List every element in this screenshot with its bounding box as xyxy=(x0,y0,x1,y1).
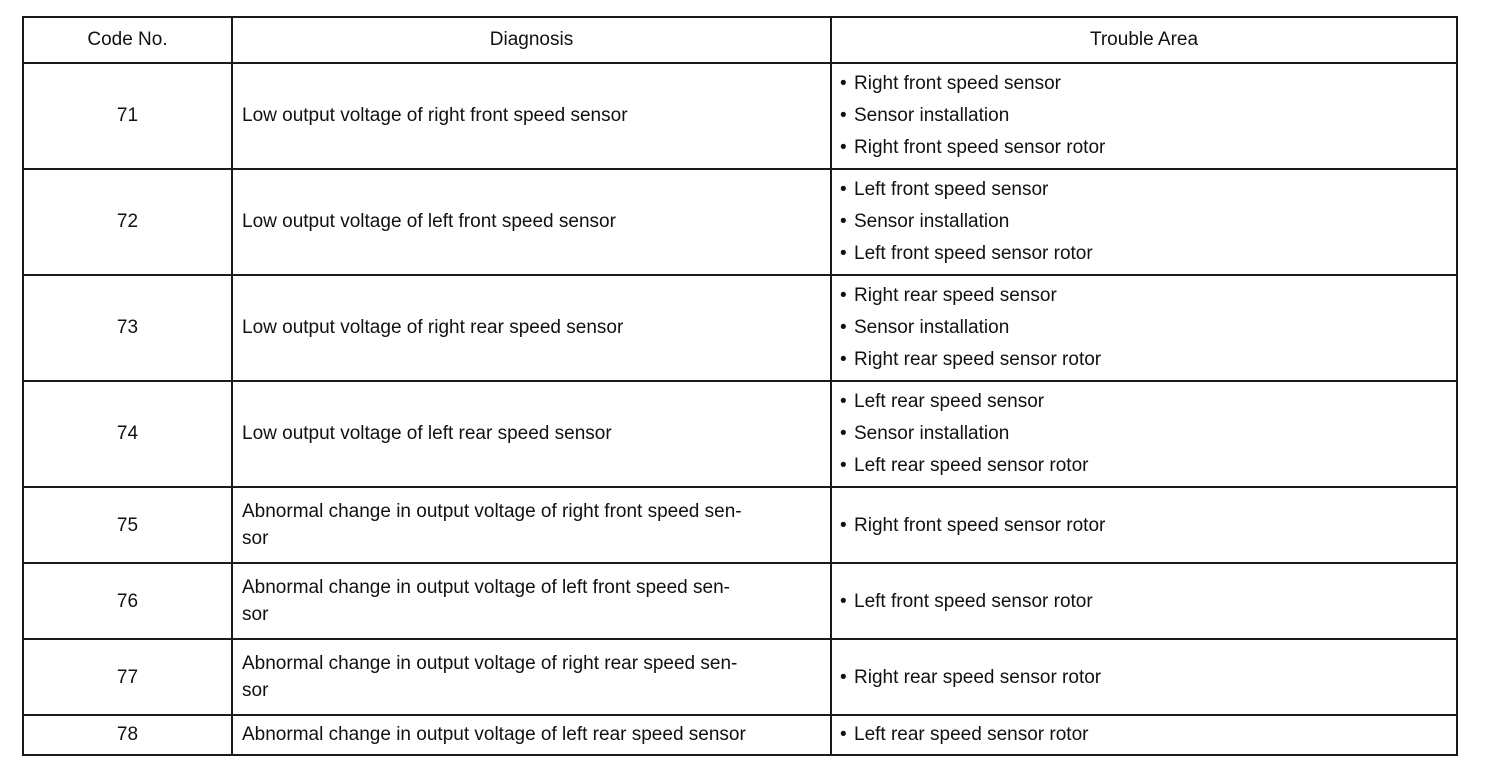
trouble-area-cell xyxy=(831,169,1457,275)
table-row xyxy=(23,275,1457,381)
trouble-area-item: • Sensor installation xyxy=(840,206,1448,238)
diagnosis-cell: Low output voltage of right rear speed sensor xyxy=(232,275,831,381)
bullet-icon: • xyxy=(840,724,847,745)
bullet-icon: • xyxy=(840,179,847,200)
diagnosis-cell: Abnormal change in output voltage of left rear speed sensor xyxy=(232,715,831,755)
trouble-area-item: • Right front speed sensor rotor xyxy=(840,512,1448,539)
bullet-icon: • xyxy=(840,105,847,126)
code-cell: 75 xyxy=(23,487,232,563)
bullet-icon: • xyxy=(840,423,847,444)
trouble-area-item: • Left front speed sensor rotor xyxy=(840,588,1448,615)
trouble-area-item: • Left front speed sensor rotor xyxy=(840,238,1448,270)
trouble-area-item: • Left rear speed sensor xyxy=(840,386,1448,418)
code-cell: 71 xyxy=(23,63,232,169)
code-cell: 72 xyxy=(23,169,232,275)
trouble-area-item: • Sensor installation xyxy=(840,312,1448,344)
trouble-area-item: • Right rear speed sensor xyxy=(840,280,1448,312)
diagnosis-line: sor xyxy=(242,528,269,549)
trouble-area-cell xyxy=(831,715,1457,755)
diagnosis-line: sor xyxy=(242,604,269,625)
table-row xyxy=(23,639,1457,715)
diagnosis-cell: Low output voltage of left rear speed sensor xyxy=(232,381,831,487)
trouble-area-cell xyxy=(831,487,1457,563)
diagnosis-line: Abnormal change in output voltage of right front speed sen- xyxy=(242,501,742,522)
table-row xyxy=(23,63,1457,169)
table-row xyxy=(23,381,1457,487)
trouble-area-item: • Sensor installation xyxy=(840,418,1448,450)
trouble-area-item: • Right front speed sensor xyxy=(840,68,1448,100)
table-header-row xyxy=(23,17,1457,63)
bullet-icon: • xyxy=(840,137,847,158)
bullet-icon: • xyxy=(840,285,847,306)
header-code-no: Code No. xyxy=(23,17,232,63)
trouble-area-item: • Right rear speed sensor rotor xyxy=(840,664,1448,691)
bullet-icon: • xyxy=(840,455,847,476)
trouble-area-cell xyxy=(831,381,1457,487)
table-row xyxy=(23,715,1457,755)
trouble-area-cell xyxy=(831,275,1457,381)
diagnosis-cell: Low output voltage of right front speed sensor xyxy=(232,63,831,169)
bullet-icon: • xyxy=(840,349,847,370)
trouble-area-item: • Right rear speed sensor rotor xyxy=(840,344,1448,376)
code-cell: 76 xyxy=(23,563,232,639)
trouble-area-cell xyxy=(831,63,1457,169)
trouble-area-item: • Left front speed sensor xyxy=(840,174,1448,206)
diagnosis-line: Abnormal change in output voltage of left front speed sen- xyxy=(242,577,730,598)
table-row xyxy=(23,563,1457,639)
diagnosis-line: sor xyxy=(242,680,269,701)
trouble-area-item: • Left rear speed sensor rotor xyxy=(840,450,1448,482)
trouble-area-cell xyxy=(831,639,1457,715)
bullet-icon: • xyxy=(840,243,847,264)
code-cell: 77 xyxy=(23,639,232,715)
bullet-icon: • xyxy=(840,317,847,338)
header-trouble-area: Trouble Area xyxy=(831,17,1457,63)
trouble-area-item: • Sensor installation xyxy=(840,100,1448,132)
bullet-icon: • xyxy=(840,514,847,536)
bullet-icon: • xyxy=(840,590,847,612)
code-cell: 78 xyxy=(23,715,232,755)
table-row xyxy=(23,169,1457,275)
diagnosis-cell xyxy=(232,563,831,639)
trouble-area-item: • Right front speed sensor rotor xyxy=(840,132,1448,164)
bullet-icon: • xyxy=(840,666,847,688)
bullet-icon: • xyxy=(840,73,847,94)
diagnosis-cell xyxy=(232,487,831,563)
bullet-icon: • xyxy=(840,211,847,232)
diagnosis-cell xyxy=(232,639,831,715)
code-cell: 73 xyxy=(23,275,232,381)
diagnosis-cell: Low output voltage of left front speed sensor xyxy=(232,169,831,275)
diagnosis-line: Abnormal change in output voltage of right rear speed sen- xyxy=(242,653,738,674)
diagnostic-code-table xyxy=(22,16,1458,756)
code-cell: 74 xyxy=(23,381,232,487)
diagnostic-code-table-container xyxy=(22,16,1456,756)
header-diagnosis: Diagnosis xyxy=(232,17,831,63)
table-row xyxy=(23,487,1457,563)
trouble-area-cell xyxy=(831,563,1457,639)
bullet-icon: • xyxy=(840,391,847,412)
trouble-area-item: • Left rear speed sensor rotor xyxy=(840,720,1448,750)
